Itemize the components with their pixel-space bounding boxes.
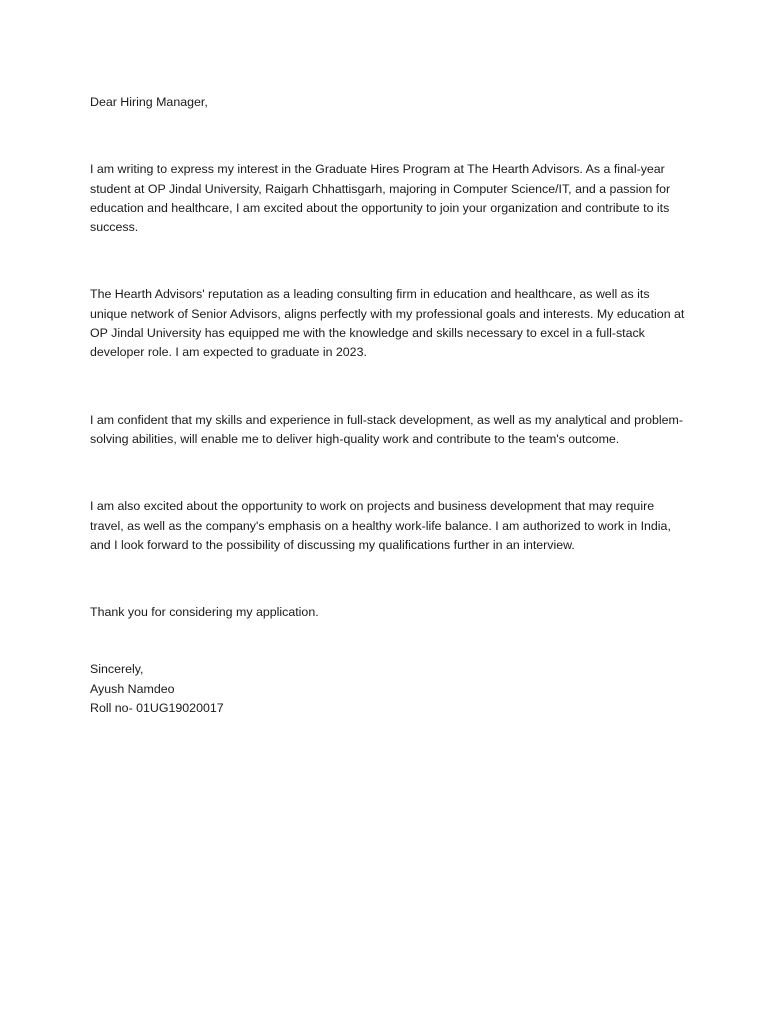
roll-number: Roll no- 01UG19020017 bbox=[90, 701, 224, 716]
signature-name: Ayush Namdeo bbox=[90, 681, 175, 696]
paragraph-interest: I am writing to express my interest in the Graduate Hires Program at The Hearth Advisors. As a final-year student at OP Jindal University, Raigarh Chhattisgarh, majoring in Computer Science/IT, and a passion for education and healthcare, I am excited about the opportunity to join your organization and contribute to its success. bbox=[90, 162, 671, 235]
paragraph-reputation: The Hearth Advisors' reputation as a leading consulting firm in education and healthcare, as well as its unique network of Senior Advisors, aligns perfectly with my professional goals and interests. My education at OP Jindal University has equipped me with the knowledge and skills necessary to excel in a full-stack developer role. I am expected to graduate in 2023. bbox=[90, 287, 685, 360]
signature-block bbox=[90, 660, 686, 718]
paragraph-skills: I am confident that my skills and experience in full-stack development, as well as my analytical and problem-solving abilities, will enable me to deliver high-quality work and contribute to the team's outcome. bbox=[90, 412, 683, 446]
paragraph-opportunity: I am also excited about the opportunity to work on projects and business development that may require travel, as well as the company's emphasis on a healthy work-life balance. I am authorized to work in India, and I look forward to the possibility of discussing my qualifications further in an interview. bbox=[90, 499, 671, 552]
thanks-line: Thank you for considering my application. bbox=[90, 605, 319, 620]
cover-letter bbox=[90, 93, 686, 718]
salutation: Dear Hiring Manager, bbox=[90, 95, 208, 109]
closing: Sincerely, bbox=[90, 662, 144, 677]
